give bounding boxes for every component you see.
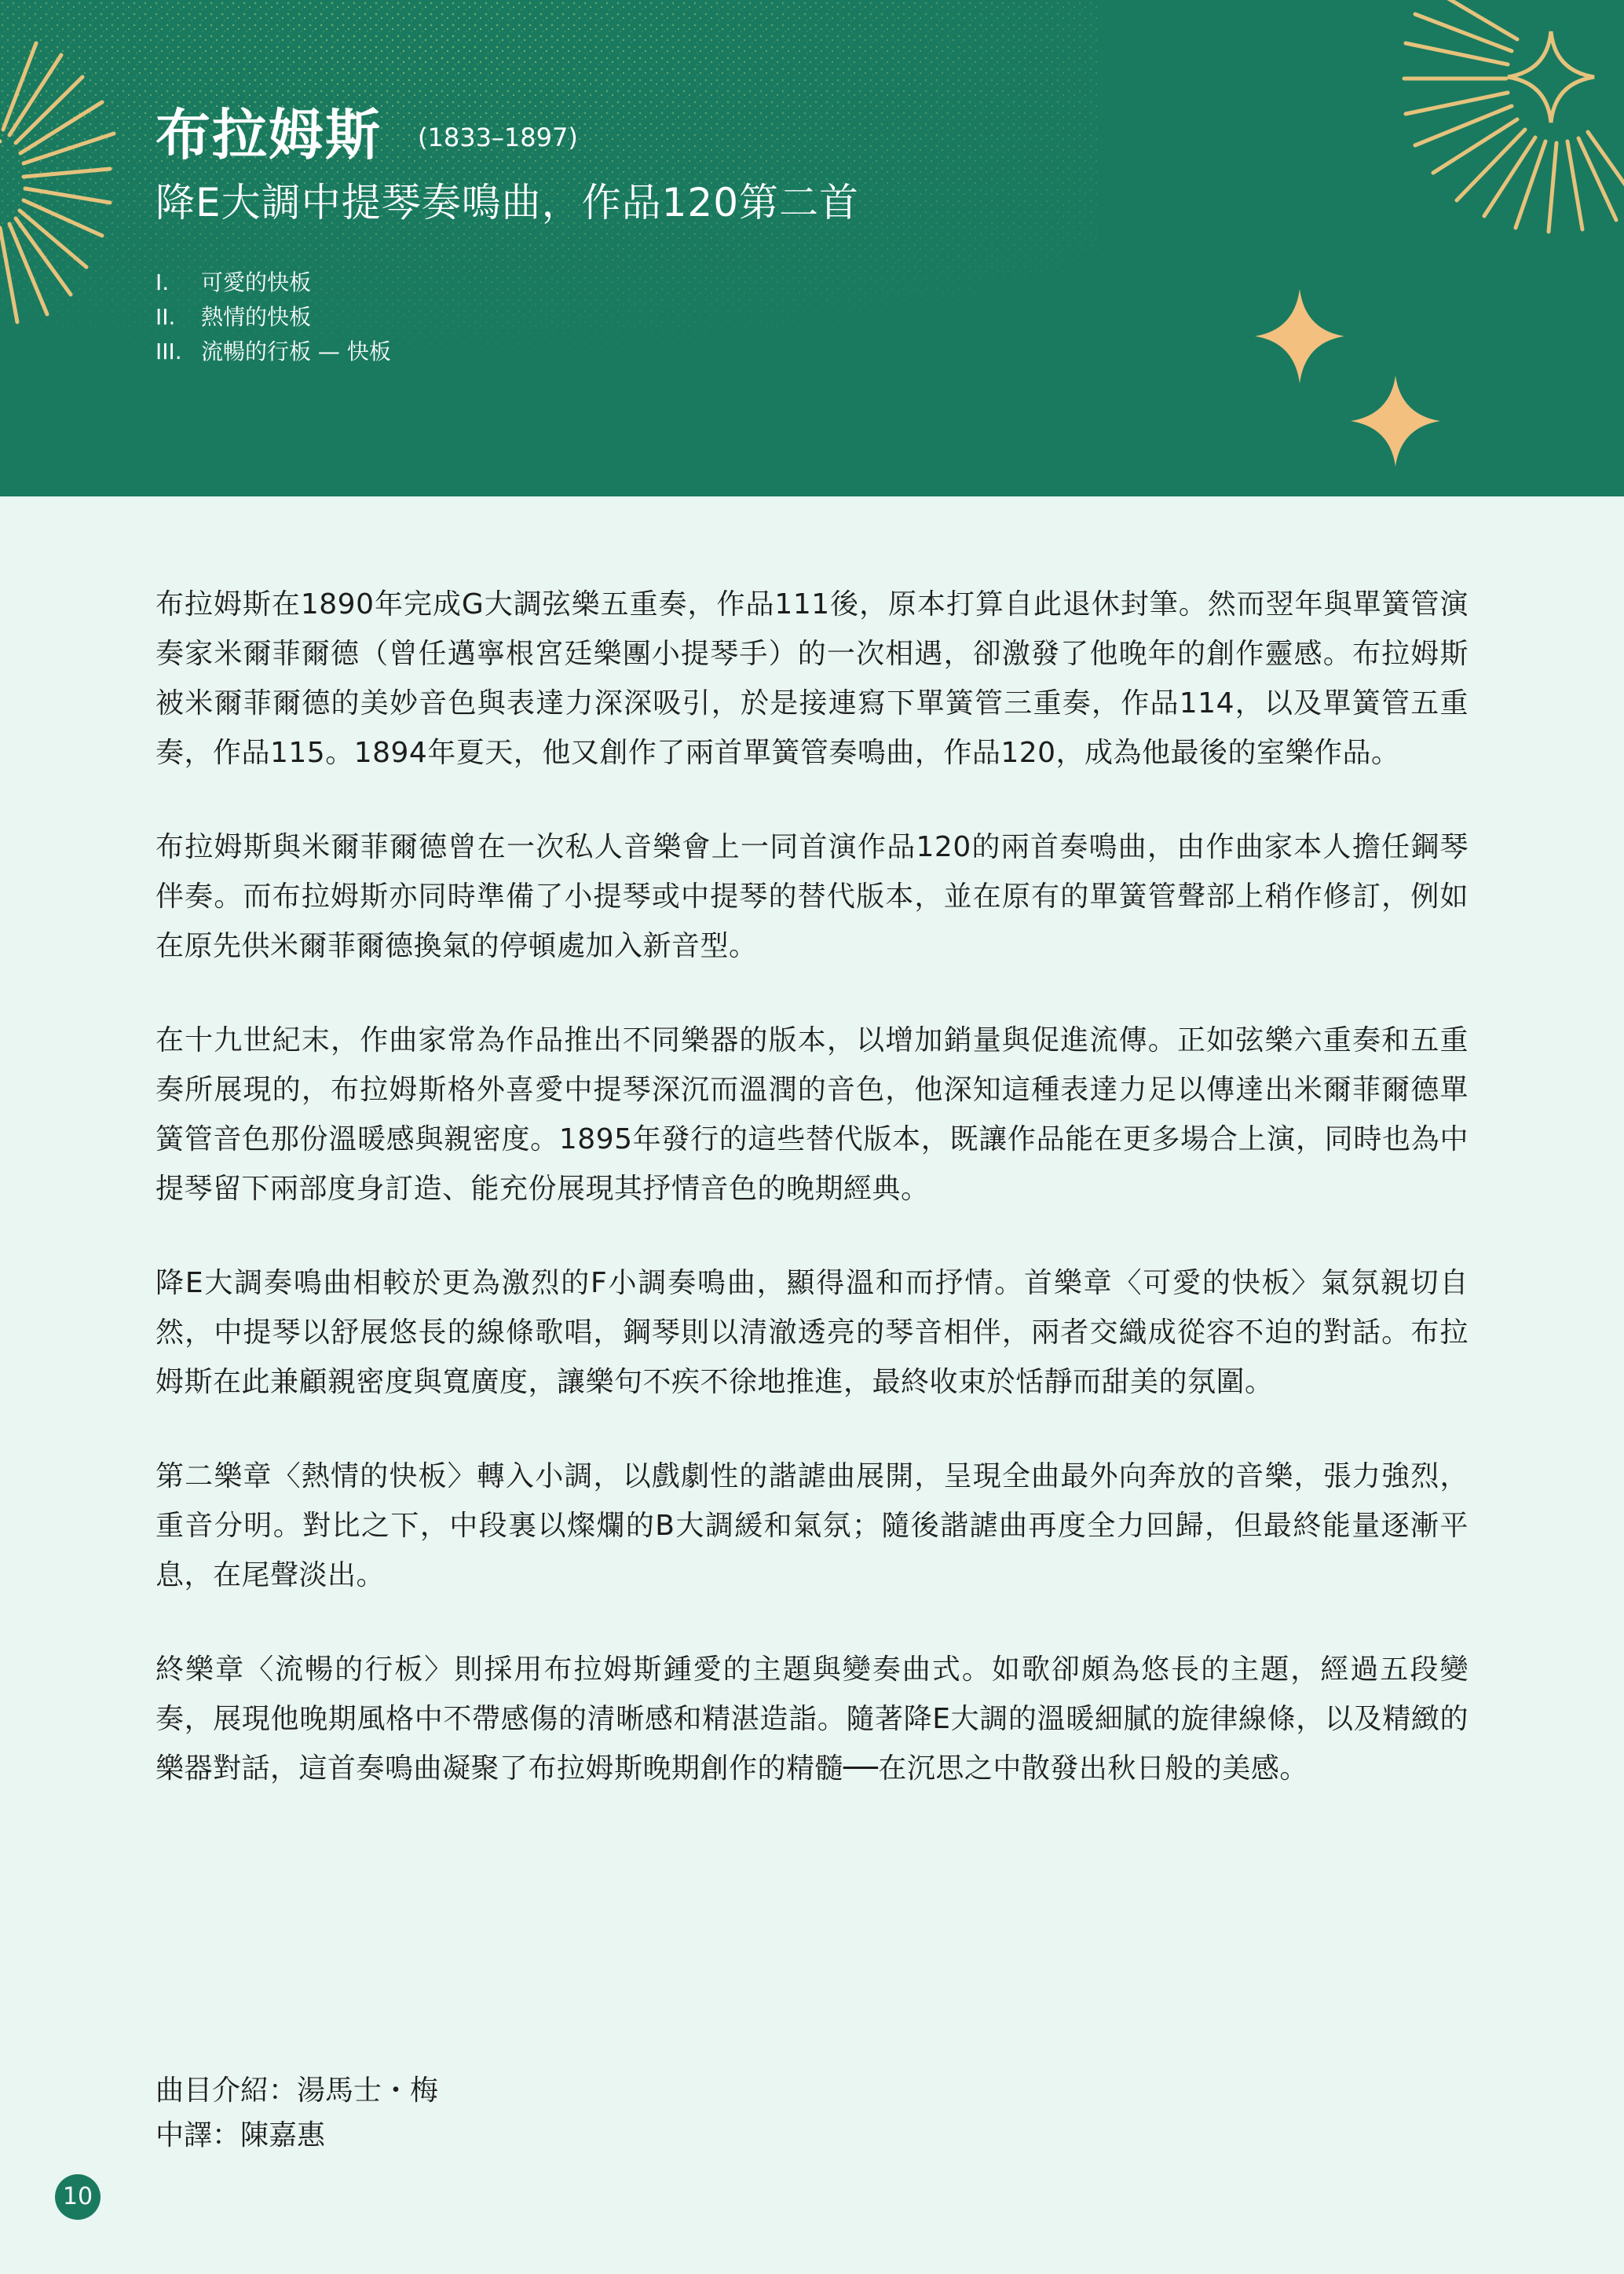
page-number: 10 bbox=[55, 2174, 101, 2220]
movement-item bbox=[155, 300, 391, 335]
paragraph: 在十九世紀末，作曲家常為作品推出不同樂器的版本，以增加銷量與促進流傳。正如弦樂六重奏和五重奏所展現的，布拉姆斯格外喜愛中提琴深沉而溫潤的音色，他深知這種表達力足以傳達出米爾菲爾德單簧管音色那份溫暖感與親密度。1895年發行的這些替代版本，既讓作品能在更多場合上演，同時也為中提琴留下兩部度身訂造、能充份展現其抒情音色的晚期經典。 bbox=[155, 1024, 1469, 1205]
translator: 中譯：陳嘉惠 bbox=[155, 2119, 326, 2151]
movement-number: I. bbox=[155, 269, 170, 295]
movement-number: III. bbox=[155, 339, 182, 364]
movement-name: 流暢的行板 — 快板 bbox=[201, 339, 391, 364]
work-title: 降E大調中提琴奏鳴曲，作品120第二首 bbox=[155, 180, 860, 225]
movement-item bbox=[155, 265, 391, 300]
composer-name: 布拉姆斯 bbox=[155, 103, 382, 167]
movement-item bbox=[155, 335, 391, 369]
paragraph: 終樂章〈流暢的行板〉則採用布拉姆斯鍾愛的主題與變奏曲式。如歌卻頗為悠長的主題，經過五段變奏，展現他晚期風格中不帶感傷的清晰感和精湛造詣。隨著降E大調的溫暖細膩的旋律線條，以及精緻的樂器對話，這首奏鳴曲凝聚了布拉姆斯晚期創作的精髓──在沉思之中散發出秋日般的美感。 bbox=[155, 1653, 1469, 1785]
paragraph: 布拉姆斯與米爾菲爾德曾在一次私人音樂會上一同首演作品120的兩首奏鳴曲，由作曲家本人擔任鋼琴伴奏。而布拉姆斯亦同時準備了小提琴或中提琴的替代版本，並在原有的單簧管聲部上稍作修訂，例如在原先供米爾菲爾德換氣的停頓處加入新音型。 bbox=[155, 831, 1469, 962]
notes-author: 曲目介紹：湯馬士・梅 bbox=[155, 2074, 439, 2107]
paragraph: 布拉姆斯在1890年完成G大調弦樂五重奏，作品111後，原本打算自此退休封筆。然而翌年與單簧管演奏家米爾菲爾德（曾任邁寧根宮廷樂團小提琴手）的一次相遇，卻激發了他晚年的創作靈感。布拉姆斯被米爾菲爾德的美妙音色與表達力深深吸引，於是接連寫下單簧管三重奏，作品114，以及單簧管五重奏，作品115。1894年夏天，他又創作了兩首單簧管奏鳴曲，作品120，成為他最後的室樂作品。 bbox=[155, 588, 1469, 769]
paragraph: 降E大調奏鳴曲相較於更為激烈的F小調奏鳴曲，顯得溫和而抒情。首樂章〈可愛的快板〉氣氛親切自然，中提琴以舒展悠長的線條歌唱，鋼琴則以清澈透亮的琴音相伴，兩者交織成從容不迫的對話。布拉姆斯在此兼顧親密度與寬廣度，讓樂句不疾不徐地推進，最終收束於恬靜而甜美的氛圍。 bbox=[155, 1267, 1469, 1398]
movement-number: II. bbox=[155, 304, 176, 330]
movement-name: 可愛的快板 bbox=[201, 269, 312, 295]
paragraph: 第二樂章〈熱情的快板〉轉入小調，以戲劇性的諧謔曲展開，呈現全曲最外向奔放的音樂，張力強烈，重音分明。對比之下，中段裏以燦爛的B大調緩和氣氛；隨後諧謔曲再度全力回歸，但最終能量逐漸平息，在尾聲淡出。 bbox=[155, 1460, 1469, 1591]
movement-list bbox=[155, 265, 391, 369]
program-notes bbox=[155, 580, 1469, 1838]
movement-name: 熱情的快板 bbox=[201, 304, 312, 330]
header-decoration bbox=[0, 0, 1624, 496]
credits bbox=[155, 2068, 438, 2158]
header-banner bbox=[0, 0, 1624, 496]
composer-years: (1833–1897) bbox=[418, 123, 578, 152]
